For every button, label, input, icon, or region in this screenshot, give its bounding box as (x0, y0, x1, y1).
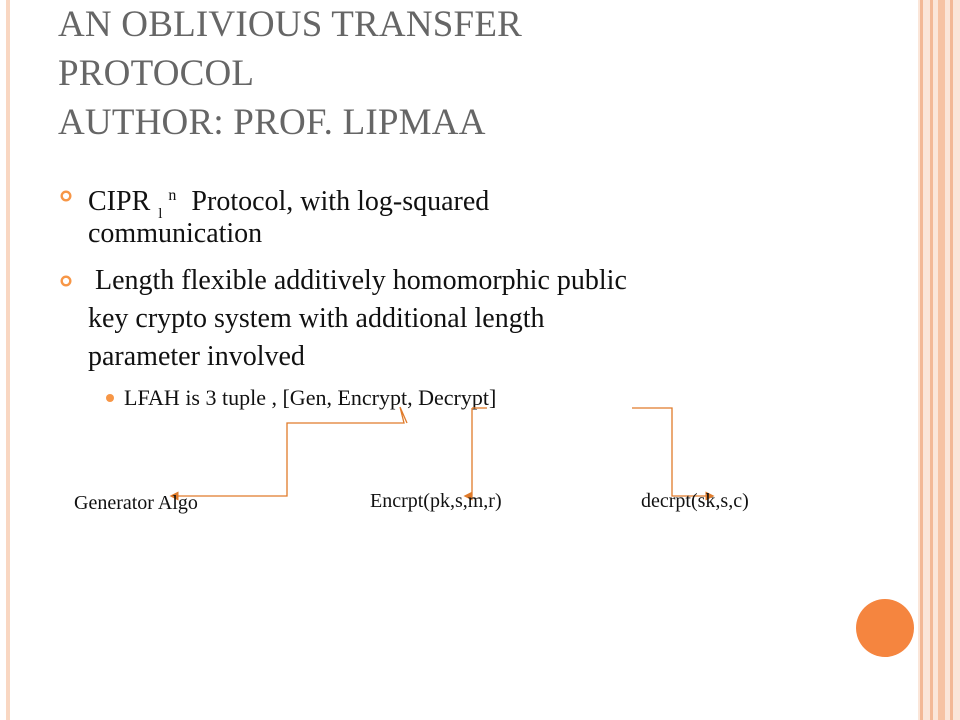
sub-bullet-1: LFAH is 3 tuple , [Gen, Encrypt, Decrypt] (124, 385, 497, 410)
title-line-1: AN OBLIVIOUS TRANSFER (58, 4, 523, 45)
bullet-1-superscript: n (168, 187, 177, 204)
decorative-orange-circle-icon (856, 599, 914, 657)
title-line-3: AUTHOR: PROF. LIPMAA (58, 102, 486, 143)
bullet-1-subscript: l (158, 206, 163, 222)
connector-to-decrypt (632, 408, 712, 496)
bullet-1-suffix: Protocol, with log-squared (191, 186, 490, 217)
title-line-2: PROTOCOL (58, 53, 255, 94)
bullet-1-prefix: CIPR (88, 186, 151, 217)
label-encrypt: Encrpt(pk,s,m,r) (370, 490, 502, 512)
bullet-2-line-3: parameter involved (88, 341, 305, 372)
label-decrypt: decrpt(sk,s,c) (641, 490, 749, 512)
connector-to-encrypt (466, 408, 472, 496)
bullet-2-line-2: key crypto system with additional length (88, 303, 545, 334)
bullet-1-line-2: communication (88, 218, 263, 249)
connector-to-generator (172, 407, 407, 496)
bullet-2-line-1: Length flexible additively homomorphic public (88, 265, 627, 296)
label-generator-algo: Generator Algo (74, 492, 198, 514)
